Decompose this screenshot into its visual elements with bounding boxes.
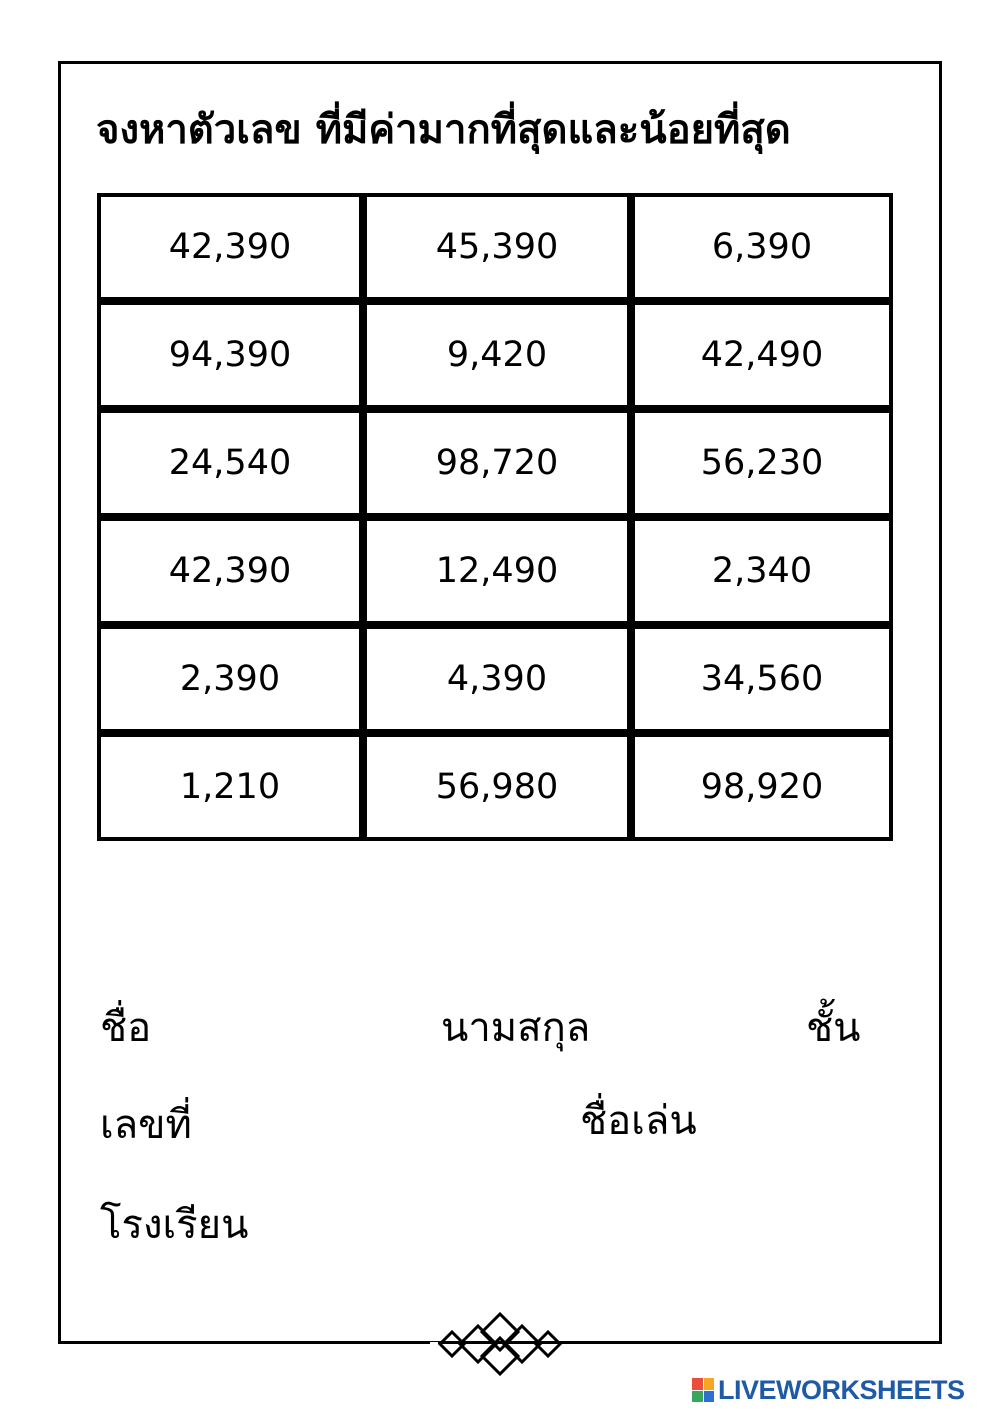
number-cell: 2,340 xyxy=(631,517,893,625)
number-cell: 94,390 xyxy=(97,301,363,409)
number-cell: 9,420 xyxy=(363,301,631,409)
number-cell: 42,390 xyxy=(97,193,363,301)
table-row xyxy=(97,625,893,733)
numbers-table xyxy=(97,193,893,841)
table-row xyxy=(97,517,893,625)
number-cell: 24,540 xyxy=(97,409,363,517)
number-cell: 4,390 xyxy=(363,625,631,733)
ornament-icon xyxy=(430,1304,570,1384)
nickname-label: ชื่อเล่น xyxy=(580,1098,697,1144)
school-label: โรงเรียน xyxy=(100,1202,249,1248)
class-label: ชั้น xyxy=(806,1005,861,1051)
number-cell: 42,490 xyxy=(631,301,893,409)
name-label: ชื่อ xyxy=(100,1005,152,1051)
table-row xyxy=(97,409,893,517)
number-cell: 98,720 xyxy=(363,409,631,517)
liveworksheets-brand xyxy=(692,1374,965,1406)
number-cell: 56,980 xyxy=(363,733,631,841)
surname-label: นามสกุล xyxy=(441,1005,591,1051)
number-cell: 6,390 xyxy=(631,193,893,301)
number-cell: 1,210 xyxy=(97,733,363,841)
table-row xyxy=(97,733,893,841)
number-cell: 42,390 xyxy=(97,517,363,625)
number-cell: 45,390 xyxy=(363,193,631,301)
number-cell: 56,230 xyxy=(631,409,893,517)
student-number-label: เลขที่ xyxy=(100,1102,192,1148)
number-cell: 98,920 xyxy=(631,733,893,841)
worksheet-title: จงหาตัวเลข ที่มีค่ามากที่สุดและน้อยที่สุด xyxy=(96,107,791,153)
number-cell: 34,560 xyxy=(631,625,893,733)
number-cell: 12,490 xyxy=(363,517,631,625)
table-row xyxy=(97,301,893,409)
brand-text: LIVEWORKSHEETS xyxy=(718,1374,965,1405)
liveworksheets-logo-icon xyxy=(692,1378,714,1402)
table-row xyxy=(97,193,893,301)
number-cell: 2,390 xyxy=(97,625,363,733)
